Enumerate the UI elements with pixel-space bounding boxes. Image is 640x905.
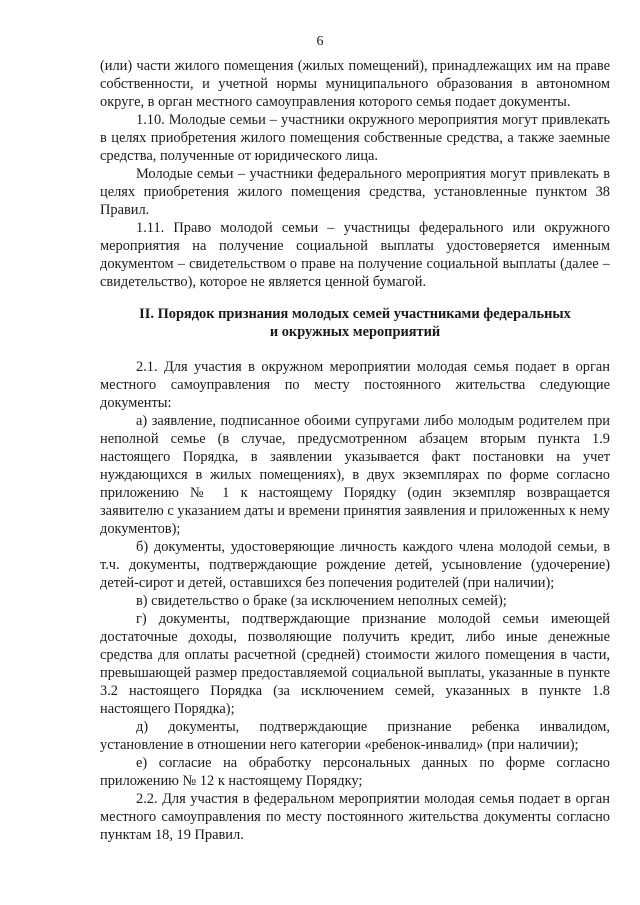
paragraph-2-2: 2.2. Для участия в федеральном мероприятии молодая семья подает в орган местного самоуправления по месту постоянного жительства документы согласно пунктам 18, 19 Правил. — [100, 791, 610, 843]
paragraph-continuation: (или) части жилого помещения (жилых помещений), принадлежащих им на праве собственности, и учетной нормы муниципального образования в автономном округе, в орган местного самоуправления которого семья подает документы. — [100, 58, 610, 110]
list-item-g: г) документы, подтверждающие признание молодой семьи имеющей достаточные доходы, позволяющие получить кредит, либо иные денежные средства для оплаты расчетной (средней) стоимости жилого помещения в части, превышающей размер предоставляемой социальной выплаты, указанные в пункте 3.2 настоящего Порядка (за исключением семей, указанных в пункте 1.8 настоящего Порядка); — [100, 611, 610, 717]
section-heading-line-2: и окружных мероприятий — [269, 324, 441, 340]
list-item-e: е) согласие на обработку персональных данных по форме согласно приложению № 12 к настоящему Порядку; — [100, 755, 610, 789]
list-item-v: в) свидетельство о браке (за исключением неполных семей); — [136, 593, 507, 609]
document-body — [100, 57, 610, 844]
paragraph-1-10: 1.10. Молодые семьи – участники окружного мероприятия могут привлекать в целях приобретения жилого помещения собственные средства, а также заемные средства, полученные от юридического лица. — [100, 112, 610, 164]
section-heading-line-1: II. Порядок признания молодых семей участниками федеральных — [139, 306, 571, 322]
page-number: 6 — [316, 34, 324, 49]
list-item-b: б) документы, удостоверяющие личность каждого члена молодой семьи, в т.ч. документы, подтверждающие рождение детей, усыновление (удочерение) детей-сирот и детей, оставшихся без попечения родителей (при наличии); — [100, 539, 610, 591]
paragraph-1-11: 1.11. Право молодой семьи – участницы федерального или окружного мероприятия на получение социальной выплаты удостоверяется именным документом – свидетельством о праве на получение социальной выплаты (далее – свидетельство), которое не является ценной бумагой. — [100, 220, 610, 290]
paragraph-2-1: 2.1. Для участия в окружном мероприятии молодая семья подает в орган местного самоуправления по месту постоянного жительства следующие документы: — [100, 359, 610, 411]
section-heading — [100, 305, 610, 341]
list-item-a: а) заявление, подписанное обоими супругами либо молодым родителем при неполной семье (в случае, предусмотренном абзацем вторым пункта 1.9 настоящего Порядка, в заявлении указывается факт постановки на учет нуждающихся в жилых помещениях), в двух экземплярах по форме согласно приложению № 1 к настоящему Порядку (один экземпляр возвращается заявителю с указанием даты и времени принятия заявления и приложенных к нему документов); — [100, 413, 610, 537]
paragraph-federal-funds: Молодые семьи – участники федерального мероприятия могут привлекать в целях приобретения жилого помещения средства, установленные пунктом 38 Правил. — [100, 166, 610, 218]
list-item-d: д) документы, подтверждающие признание ребенка инвалидом, установление в отношении него категории «ребенок-инвалид» (при наличии); — [100, 719, 610, 753]
